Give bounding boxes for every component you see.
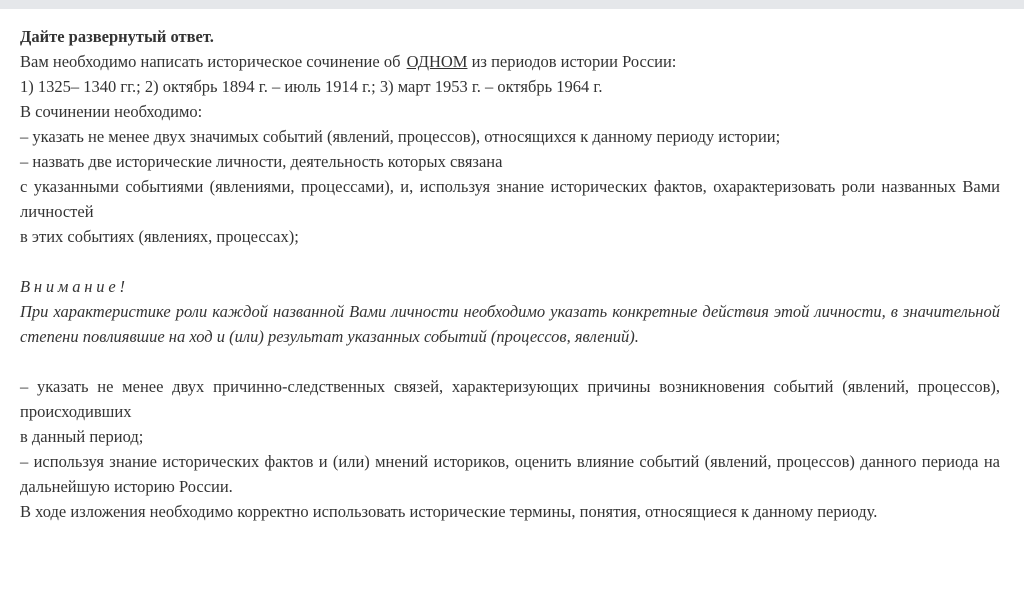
requirement-personalities-line1: – назвать две исторические личности, деятельность которых связана [20,152,503,171]
requirements-intro: В сочинении необходимо: [20,102,203,121]
task-content [20,24,1000,524]
periods-list: 1) 1325– 1340 гг.; 2) октябрь 1894 г. – июль 1914 г.; 3) март 1953 г. – октябрь 1964 г. [20,77,603,96]
spacer [20,349,1000,374]
intro-text-after: из периодов истории России: [467,52,677,71]
requirement-causes-line1: – указать не менее двух причинно-следственных связей, характеризующих причины возникновения событий (явлений, процессов), происходивших [20,377,1000,421]
task-title: Дайте развернутый ответ. [20,27,214,46]
intro-line [20,49,1000,74]
intro-emphasis-one: ОДНОМ [406,52,468,71]
requirement-causes-line2: в данный период; [20,427,144,446]
closing-instruction: В ходе изложения необходимо корректно использовать исторические термины, понятия, относящиеся к данному периоду. [20,502,878,521]
top-border-strip [0,0,1024,9]
spacer [20,249,1000,274]
requirement-personalities-line2: с указанными событиями (явлениями, процессами), и, используя знание исторических фактов, охарактеризовать роли названных Вами личностей [20,177,1000,221]
attention-text: При характеристике роли каждой названной Вами личности необходимо указать конкретные действия этой личности, в значительной степени повлиявшие на ход и (или) результат указанных событий (процессов, явлений). [20,302,1000,346]
requirement-events: – указать не менее двух значимых событий (явлений, процессов), относящихся к данному периоду истории; [20,127,781,146]
intro-text-before: Вам необходимо написать историческое сочинение об [20,52,405,71]
requirement-influence: – используя знание исторических фактов и (или) мнений историков, оценить влияние событий (явлений, процессов) данного периода на дальнейшую историю России. [20,452,1000,496]
requirement-personalities-line3: в этих событиях (явлениях, процессах); [20,227,299,246]
attention-label: Внимание! [20,277,129,296]
